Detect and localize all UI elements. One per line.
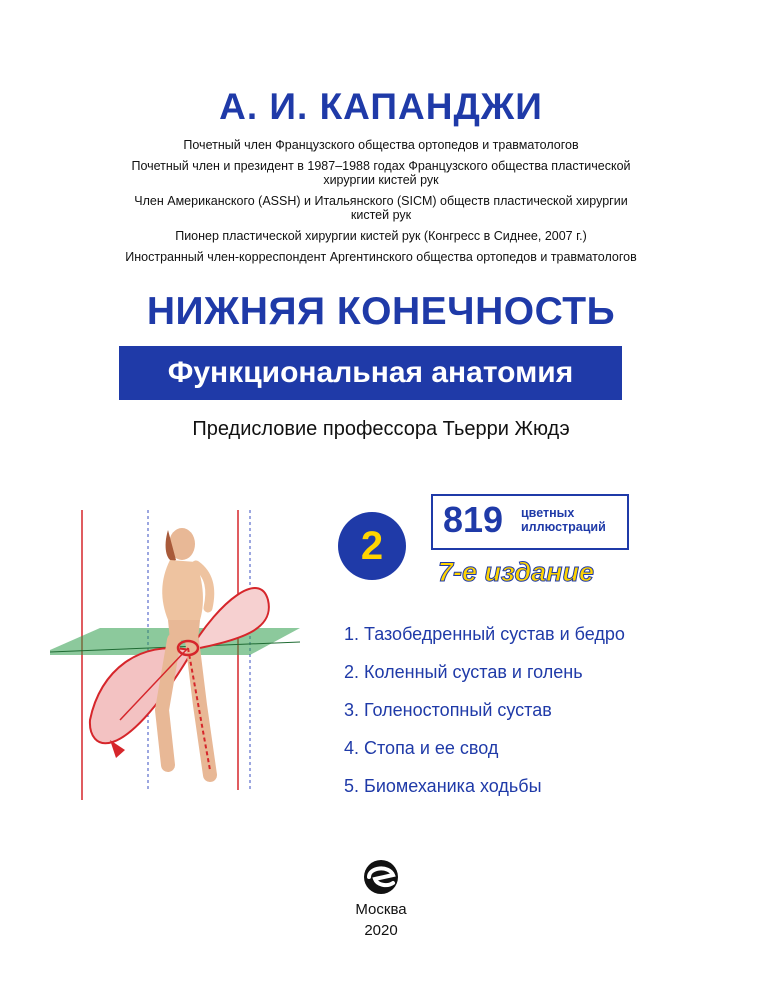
author-name: А. И. КАПАНДЖИ	[219, 86, 543, 127]
contents-item: 1. Тазобедренный сустав и бедро	[344, 624, 625, 644]
illustration-count-box	[431, 494, 629, 550]
biomechanics-figure-illustration	[50, 490, 300, 810]
book-subtitle: Функциональная анатомия	[119, 346, 622, 400]
publisher-logo-icon	[355, 857, 407, 897]
publisher-city: Москва	[355, 901, 407, 918]
foreword-line: Предисловие профессора Тьерри Жюдэ	[192, 418, 570, 440]
volume-number-badge: 2	[338, 512, 406, 580]
contents-item: 2. Коленный сустав и голень	[344, 662, 583, 682]
author-credentials	[120, 138, 642, 271]
contents-item: 5. Биомеханика ходьбы	[344, 776, 542, 796]
contents-list	[344, 620, 625, 810]
publication-year: 2020	[364, 922, 398, 939]
credential-line: Член Американского (ASSH) и Итальянского (SICM) обществ пластической хирургии кистей рук	[134, 194, 628, 222]
credential-line: Почетный член Французского общества ортопедов и травматологов	[183, 138, 579, 152]
credential-line: Почетный член и президент в 1987–1988 годах Французского общества пластической хирургии кистей рук	[131, 159, 631, 187]
book-title: НИЖНЯЯ КОНЕЧНОСТЬ	[146, 290, 616, 333]
illustration-count: 819	[443, 499, 504, 540]
credential-line: Иностранный член-корреспондент Аргентинского общества ортопедов и травматологов	[125, 250, 637, 264]
contents-item: 3. Голеностопный сустав	[344, 700, 552, 720]
illustration-count-label: цветных иллюстраций	[521, 506, 606, 534]
credential-line: Пионер пластической хирургии кистей рук (Конгресс в Сиднее, 2007 г.)	[175, 229, 587, 243]
edition-label: 7-е издание	[438, 557, 594, 587]
contents-item: 4. Стопа и ее свод	[344, 738, 499, 758]
